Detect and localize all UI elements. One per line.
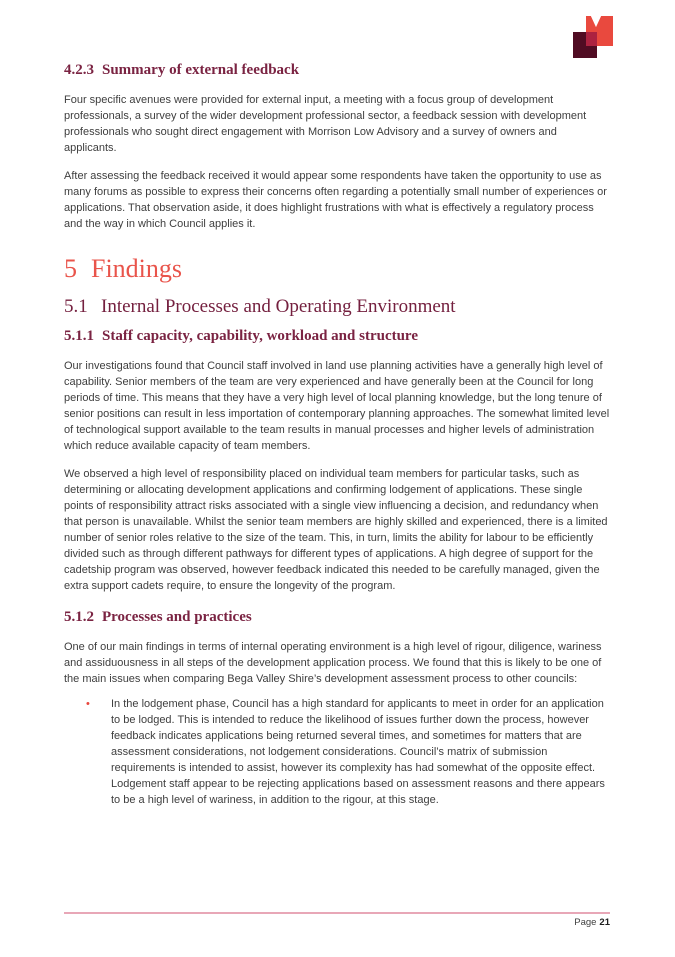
- bullet-icon: •: [86, 698, 90, 710]
- list-item: [64, 696, 612, 808]
- heading-number: 5.1.2: [64, 609, 94, 625]
- heading-5-findings: [64, 254, 612, 284]
- footer-rule: [64, 912, 610, 914]
- heading-title: Staff capacity, capability, workload and structure: [102, 328, 418, 344]
- page-content: [64, 0, 612, 808]
- page-number: [574, 917, 610, 929]
- heading-5-1: [64, 295, 612, 319]
- heading-title: Findings: [91, 254, 183, 283]
- page-number-value: 21: [599, 917, 610, 928]
- heading-title: Internal Processes and Operating Environment: [101, 296, 456, 317]
- bullet-text: In the lodgement phase, Council has a high standard for applicants to meet in order for an application to be lodged. This is intended to reduce the likelihood of issues further down the process, however feedback indicates applications being returned several times, and sometimes for matters that are assessment considerations, not lodgement considerations. Council’s matrix of submission requirements is intended to assist, however its complexity has had somewhat of the opposite effect. Lodgement staff appear to be rejecting applications based on assessment reasons and there appears to be a high level of wariness, in addition to the rigour, at this stage.: [111, 698, 605, 806]
- paragraph-external-feedback-2: After assessing the feedback received it would appear some respondents have taken the opportunity to use as many forums as possible to express their concerns often regarding a potentially small number of experiences or applications. That observation aside, it does highlight frustrations with what is effectively a regulatory process and the way in which Council applies it.: [64, 170, 607, 230]
- heading-title: Summary of external feedback: [102, 62, 300, 78]
- heading-title: Processes and practices: [102, 609, 252, 625]
- heading-number: 5.1: [64, 296, 88, 317]
- bullet-list: [64, 696, 612, 808]
- paragraph-processes-intro: One of our main findings in terms of internal operating environment is a high level of rigour, diligence, wariness and assiduousness in all steps of the development application process. We found that this is likely to be one of the main issues when comparing Bega Valley Shire’s development assessment process to other councils:: [64, 641, 602, 685]
- heading-5-1-2: [64, 608, 612, 627]
- heading-number: 5: [64, 254, 77, 283]
- paragraph-staff-capacity-1: Our investigations found that Council staff involved in land use planning activities have a generally high level of capability. Senior members of the team are very experienced and have generally been at the Council for long periods of time. This means that they have a very high level of local planning knowledge, but the long tenure of senior positions can result in less importation of contemporary planning approaches. The somewhat limited level of technological support available to the team results in manual processes and higher levels of administration which reduce available capacity of team members.: [64, 360, 610, 452]
- paragraph-external-feedback-1: Four specific avenues were provided for external input, a meeting with a focus group of development professionals, a survey of the wider development professional sector, a feedback session with development professionals who sought direct engagement with Morrison Low Advisory and a survey of owners and applicants.: [64, 94, 587, 154]
- heading-number: 5.1.1: [64, 328, 94, 344]
- heading-4-2-3: [64, 61, 612, 80]
- heading-5-1-1: [64, 327, 612, 346]
- paragraph-staff-capacity-2: We observed a high level of responsibility placed on individual team members for particular tasks, such as determining or allocating development applications and confirming lodgement of applications. These single points of responsibility attract risks associated with a single view influencing a decision, and redundancy when that person is unavailable. Whilst the senior team members are highly skilled and experienced, there is a limited number of senior roles relative to the size of the team. This, in turn, limits the ability for labour to be efficiently divided such as through different pathways for different types of applications. A high degree of support for the cadetship program was observed, however feedback indicated this needed to be carefully managed, given the extra support cadets require, to ensure the longevity of the program.: [64, 468, 608, 592]
- page-label: Page: [574, 917, 597, 928]
- heading-number: 4.2.3: [64, 62, 94, 78]
